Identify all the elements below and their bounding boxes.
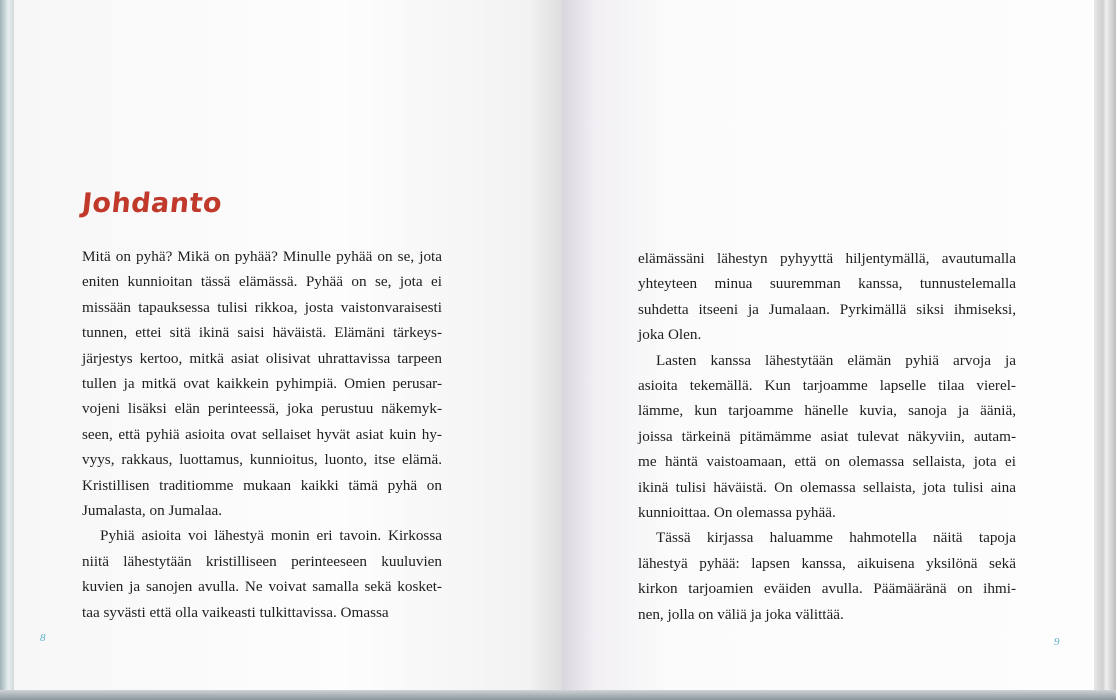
text-line: järjestys kertoo, mitkä asiat olisivat uhrattavissa tarpeen (82, 349, 442, 367)
text-line: tunnen, ettei sitä ikinä saisi häväistä. Elämäni tärkeys- (82, 324, 442, 342)
text-line: niitä lähestytään kristilliseen perinteeseen kuuluvien (82, 552, 442, 570)
text-line: Lasten kanssa lähestytään elämän pyhiä arvoja ja (656, 351, 1016, 369)
text-line: missään tapauksessa tulisi rikkoa, josta vaistonvaraisesti (82, 298, 442, 316)
text-line: nen, jolla on väliä ja joka välittää. (638, 605, 844, 623)
text-line: joissa tärkeinä pitämämme asiat tulevat näkyviin, autam- (638, 427, 1016, 445)
left-page-number: 8 (40, 632, 46, 644)
paragraph (82, 244, 442, 523)
text-line: kuvien ja sanojen avulla. Ne voivat samalla sekä kosket- (82, 578, 442, 596)
text-line: Mitä on pyhä? Mikä on pyhää? Minulle pyhää on se, jota (82, 248, 442, 265)
text-line: tullen ja mitkä ovat kaikkein pyhimpiä. Omien perusar- (82, 375, 442, 393)
text-line: yhteyteen minua suuremman kanssa, tunnustelemalla (638, 275, 1016, 293)
paragraph (638, 246, 1016, 348)
scan-bottom-edge (0, 690, 1116, 700)
text-line: kirkon tarjoamien eväiden avulla. Päämääränä on ihmi- (638, 580, 1016, 598)
paragraph (638, 348, 1016, 526)
text-line: Jumalasta, on Jumalaa. (82, 502, 223, 520)
text-line: taa syvästi että olla vaikeasti tulkittavissa. Omassa (82, 603, 389, 621)
text-line: elämässäni lähestyn pyhyyttä hiljentymällä, avautumalla (638, 250, 1016, 267)
text-line: eniten kunnioitan tässä elämässä. Pyhää on se, jota ei (82, 273, 442, 291)
text-line: joka Olen. (638, 326, 702, 344)
text-line: vojeni lisäksi elän perinteessä, joka perustuu näkemyk- (82, 400, 442, 418)
text-line: suhdetta itseeni ja Jumalaan. Pyrkimällä siksi ihmiseksi, (638, 300, 1016, 318)
book-edge-left (0, 0, 14, 700)
text-line: asioita tekemällä. Kun tarjoamme lapselle tilaa vierel- (638, 377, 1016, 395)
text-line: Pyhiä asioita voi lähestyä monin eri tavoin. Kirkossa (100, 527, 442, 545)
right-page-text (638, 246, 1016, 627)
text-line: lähestyä pyhää: lapsen kanssa, aikuisena yksilönä sekä (638, 554, 1016, 572)
chapter-heading: Johdanto (80, 188, 224, 219)
right-page-number: 9 (1054, 636, 1060, 648)
text-line: me häntä vaistoamaan, että on olemassa sellaista, jota ei (638, 453, 1016, 471)
book-edge-right (1094, 0, 1116, 700)
paragraph (638, 525, 1016, 627)
text-line: Kristillisen traditiomme mukaan kaikki tämä pyhä on (82, 476, 442, 494)
text-line: lämme, kun tarjoamme hänelle kuvia, sanoja ja ääniä, (638, 402, 1016, 420)
paragraph (82, 523, 442, 625)
left-page-text (82, 244, 442, 625)
text-line: Tässä kirjassa haluamme hahmotella näitä tapoja (656, 529, 1016, 547)
text-line: seen, että pyhiä asioita ovat sellaiset hyvät asiat kuin hy- (82, 425, 442, 443)
text-line: ikinä tulisi häväistä. On olemassa sellaista, jota tulisi aina (638, 478, 1016, 496)
text-line: vyys, rakkaus, luottamus, kunnioitus, luonto, itse elämä. (82, 451, 442, 469)
text-line: kunnioittaa. On olemassa pyhää. (638, 504, 836, 522)
